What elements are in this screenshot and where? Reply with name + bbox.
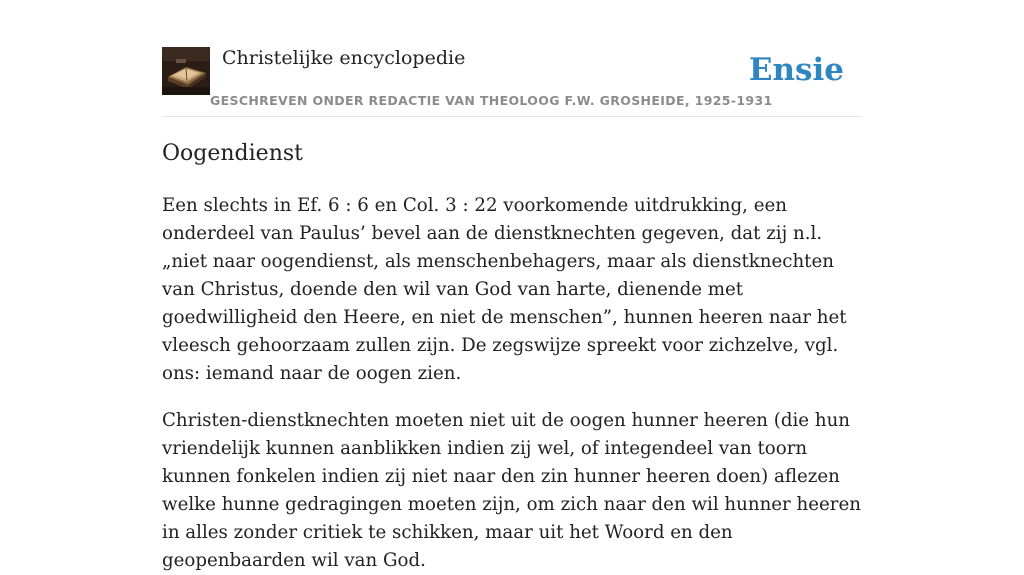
book-photo-icon[interactable] xyxy=(162,47,210,95)
article-paragraph: Een slechts in Ef. 6 : 6 en Col. 3 : 22 voorkomende uitdrukking, een onderdeel van Paulus’ bevel aan de dienstknechten gegeven, dat zij n.l. „niet naar oogendienst, als menschenbehagers, maar als dienstknechten van Christus, doende den wil van God van harte, dienende met goedwilligheid den Heere, en niet de menschen”, hunnen heeren naar het vleesch gehoorzaam zullen zijn. De zegswijze spreekt voor zichzelve, vgl. ons: iemand naar de oogen zien. xyxy=(162,195,847,384)
site-title[interactable]: Christelijke encyclopedie xyxy=(222,47,466,69)
article-paragraph: Christen-dienstknechten moeten niet uit de oogen hunner heeren (die hun vriendelijk kunnen aanblikken indien zij wel, of integendeel van toorn kunnen fonkelen indien zij niet naar den zin hunner heeren doen) aflezen welke hunne gedragingen moeten zijn, om zich naar den wil hunner heeren in alles zonder critiek te schikken, maar uit het Woord en den geopenbaarden wil van God. xyxy=(162,410,861,571)
article-title: Oogendienst xyxy=(162,141,303,166)
article xyxy=(162,138,867,575)
site-header xyxy=(162,46,862,117)
brand-logo[interactable]: Ensie xyxy=(748,52,844,88)
site-subtitle: GESCHREVEN ONDER REDACTIE VAN THEOLOOG F.W. GROSHEIDE, 1925-1931 xyxy=(210,93,773,108)
